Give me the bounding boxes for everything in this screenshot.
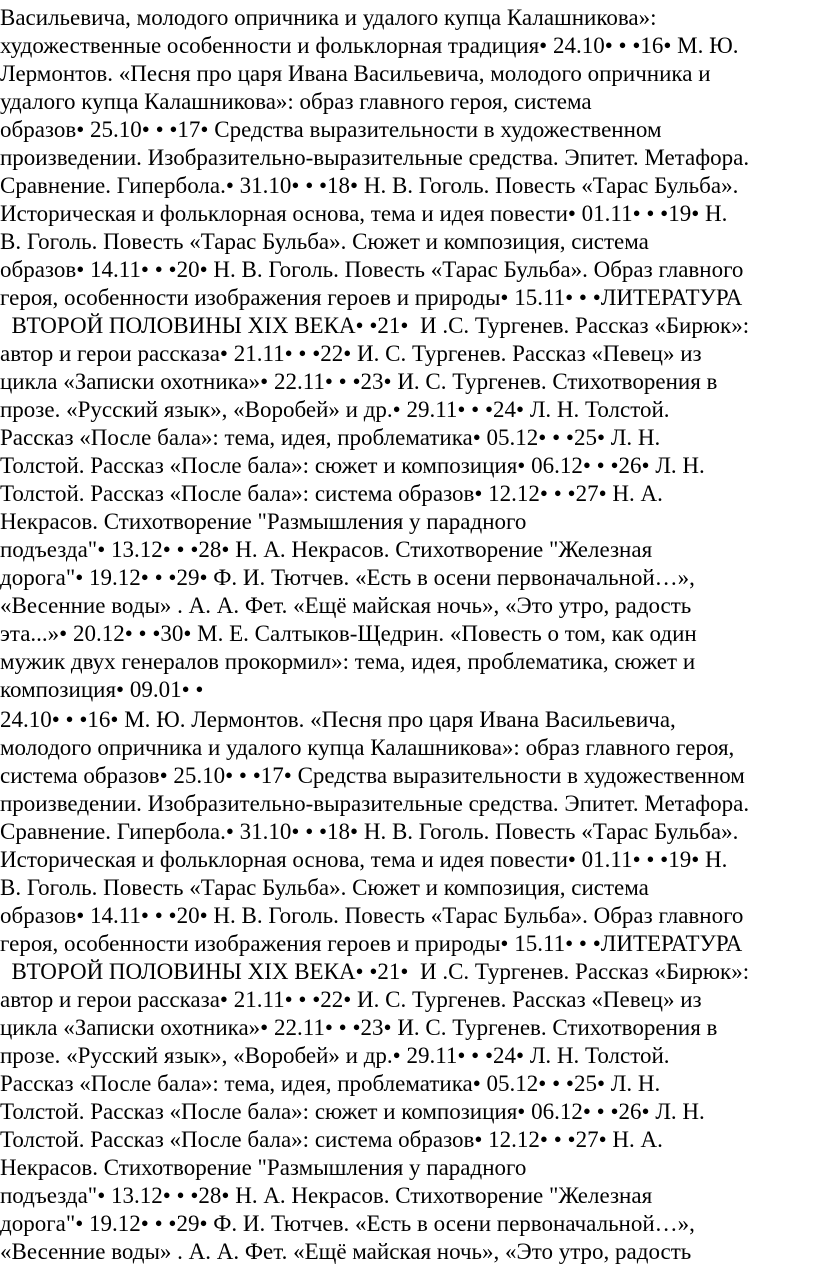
text-line: «Весенние воды» . А. А. Фет. «Ещё майская ночь», «Это утро, радость — [0, 1239, 692, 1264]
text-line: эта...»• 20.12• • •30• М. Е. Салтыков-Щедрин. «Повесть о том, как один — [0, 621, 697, 646]
text-line: Некрасов. Стихотворение "Размышления у парадного — [0, 509, 527, 534]
text-line: автор и герои рассказа• 21.11• • •22• И. С. Тургенев. Рассказ «Певец» из — [0, 987, 702, 1012]
text-line: цикла «Записки охотника»• 22.11• • •23• И. С. Тургенев. Стихотворения в — [0, 1015, 718, 1040]
text-line: Историческая и фольклорная основа, тема и идея повести• 01.11• • •19• Н. — [0, 201, 728, 226]
text-line: прозе. «Русский язык», «Воробей» и др.• 29.11• • •24• Л. Н. Толстой. — [0, 397, 670, 422]
text-line: дорога"• 19.12• • •29• Ф. И. Тютчев. «Есть в осени первоначальной…», — [0, 565, 695, 590]
text-line: ВТОРОЙ ПОЛОВИНЫ XIX ВЕКА• •21• И .С. Тургенев. Рассказ «Бирюк»: — [0, 959, 750, 984]
text-line: Историческая и фольклорная основа, тема и идея повести• 01.11• • •19• Н. — [0, 847, 728, 872]
text-line: прозе. «Русский язык», «Воробей» и др.• 29.11• • •24• Л. Н. Толстой. — [0, 1043, 670, 1068]
text-line: героя, особенности изображения героев и природы• 15.11• • •ЛИТЕРАТУРА — [0, 285, 743, 310]
text-line: «Весенние воды» . А. А. Фет. «Ещё майская ночь», «Это утро, радость — [0, 593, 692, 618]
text-line: молодого опричника и удалого купца Калашникова»: образ главного героя, — [0, 735, 735, 760]
text-line: Васильевича, молодого опричника и удалого купца Калашникова»: — [0, 5, 657, 30]
text-line: подъезда"• 13.12• • •28• Н. А. Некрасов. Стихотворение "Железная — [0, 537, 653, 562]
text-line: Толстой. Рассказ «После бала»: система образов• 12.12• • •27• Н. А. — [0, 481, 663, 506]
text-line: героя, особенности изображения героев и природы• 15.11• • •ЛИТЕРАТУРА — [0, 931, 743, 956]
text-line: композиция• 09.01• • — [0, 677, 204, 702]
text-line: подъезда"• 13.12• • •28• Н. А. Некрасов. Стихотворение "Железная — [0, 1183, 653, 1208]
text-line: произведении. Изобразительно-выразительные средства. Эпитет. Метафора. — [0, 791, 750, 816]
text-line: Толстой. Рассказ «После бала»: система образов• 12.12• • •27• Н. А. — [0, 1127, 663, 1152]
text-line: цикла «Записки охотника»• 22.11• • •23• И. С. Тургенев. Стихотворения в — [0, 369, 718, 394]
text-line: Толстой. Рассказ «После бала»: сюжет и композиция• 06.12• • •26• Л. Н. — [0, 1099, 705, 1124]
text-line: система образов• 25.10• • •17• Средства выразительности в художественном — [0, 763, 745, 788]
text-line: Сравнение. Гипербола.• 31.10• • •18• Н. В. Гоголь. Повесть «Тарас Бульба». — [0, 173, 739, 198]
text-line: В. Гоголь. Повесть «Тарас Бульба». Сюжет и композиция, система — [0, 229, 649, 254]
text-line: Сравнение. Гипербола.• 31.10• • •18• Н. В. Гоголь. Повесть «Тарас Бульба». — [0, 819, 739, 844]
text-line: мужик двух генералов прокормил»: тема, идея, проблематика, сюжет и — [0, 649, 696, 674]
text-line: Рассказ «После бала»: тема, идея, проблематика• 05.12• • •25• Л. Н. — [0, 1071, 661, 1096]
text-line: Лермонтов. «Песня про царя Ивана Васильевича, молодого опричника и — [0, 61, 711, 86]
text-line: 24.10• • •16• М. Ю. Лермонтов. «Песня про царя Ивана Васильевича, — [0, 707, 676, 732]
text-line: ВТОРОЙ ПОЛОВИНЫ XIX ВЕКА• •21• И .С. Тургенев. Рассказ «Бирюк»: — [0, 313, 750, 338]
text-line: В. Гоголь. Повесть «Тарас Бульба». Сюжет и композиция, система — [0, 875, 649, 900]
text-line: произведении. Изобразительно-выразительные средства. Эпитет. Метафора. — [0, 145, 750, 170]
text-line: Некрасов. Стихотворение "Размышления у парадного — [0, 1155, 527, 1180]
text-line: образов• 14.11• • •20• Н. В. Гоголь. Повесть «Тарас Бульба». Образ главного — [0, 903, 744, 928]
text-line: образов• 25.10• • •17• Средства выразительности в художественном — [0, 117, 662, 142]
text-line: образов• 14.11• • •20• Н. В. Гоголь. Повесть «Тарас Бульба». Образ главного — [0, 257, 744, 282]
text-line: автор и герои рассказа• 21.11• • •22• И. С. Тургенев. Рассказ «Певец» из — [0, 341, 702, 366]
text-line: художественные особенности и фольклорная традиция• 24.10• • •16• М. Ю. — [0, 33, 739, 58]
text-line: удалого купца Калашникова»: образ главного героя, система — [0, 89, 592, 114]
text-line: Рассказ «После бала»: тема, идея, проблематика• 05.12• • •25• Л. Н. — [0, 425, 661, 450]
text-line: дорога"• 19.12• • •29• Ф. И. Тютчев. «Есть в осени первоначальной…», — [0, 1211, 695, 1236]
text-line: Толстой. Рассказ «После бала»: сюжет и композиция• 06.12• • •26• Л. Н. — [0, 453, 705, 478]
